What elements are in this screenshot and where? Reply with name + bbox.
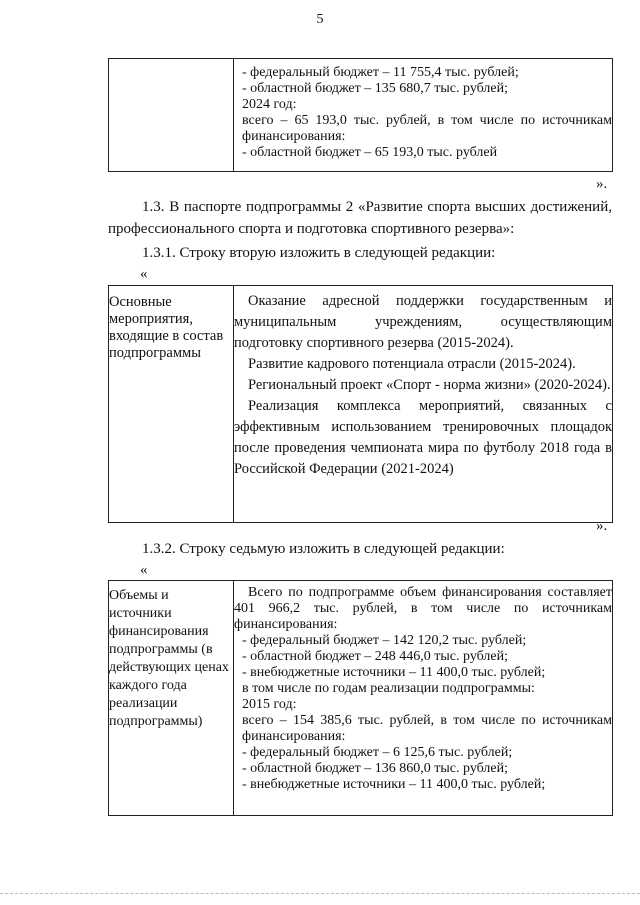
table-value-cell bbox=[234, 59, 613, 172]
table-label-cell bbox=[109, 286, 234, 523]
total-funding-line: Всего по подпрограмме объем финансирования составляет 401 966,2 тыс. рублей, в том числе по источникам финансирования: bbox=[234, 585, 612, 632]
funding-table bbox=[108, 580, 613, 816]
extrabudget-line: - внебюджетные источники – 11 400,0 тыс. рублей; bbox=[242, 777, 546, 792]
regional-budget-line: - областной бюджет – 136 860,0 тыс. рублей; bbox=[242, 761, 508, 776]
table-row bbox=[109, 581, 613, 816]
page-number: 5 bbox=[316, 12, 324, 27]
table-label-cell bbox=[109, 59, 234, 172]
by-year-line: в том числе по годам реализации подпрограммы: bbox=[242, 681, 535, 696]
table-label-cell bbox=[109, 581, 234, 816]
activity-item: Развитие кадрового потенциала отрасли (2015-2024). bbox=[248, 356, 576, 372]
federal-budget-line: - федеральный бюджет – 11 755,4 тыс. рублей; bbox=[242, 65, 519, 80]
funding-continuation-table bbox=[108, 58, 613, 172]
closing-quote: ». bbox=[596, 518, 608, 534]
table-row bbox=[109, 286, 613, 523]
main-activities-table bbox=[108, 285, 613, 523]
extrabudget-line: - внебюджетные источники – 11 400,0 тыс. рублей; bbox=[242, 665, 546, 680]
regional-budget-line: - областной бюджет – 65 193,0 тыс. рублей bbox=[242, 145, 498, 160]
section-1-3-text: 1.3. В паспорте подпрограммы 2 «Развитие спорта высших достижений, профессионального спорта и подготовка спортивного резерва»: bbox=[108, 199, 612, 237]
table-value-cell bbox=[234, 581, 613, 816]
regional-budget-line: - областной бюджет – 248 446,0 тыс. рублей; bbox=[242, 649, 508, 664]
regional-budget-line: - областной бюджет – 135 680,7 тыс. рублей; bbox=[242, 81, 508, 96]
closing-quote: ». bbox=[596, 176, 608, 192]
section-1-3-2-text: 1.3.2. Строку седьмую изложить в следующей редакции: bbox=[142, 541, 505, 557]
year-heading: 2015 год: bbox=[242, 697, 297, 712]
page-bottom-rule bbox=[0, 893, 640, 894]
federal-budget-line: - федеральный бюджет – 142 120,2 тыс. рублей; bbox=[242, 633, 527, 648]
opening-quote: « bbox=[140, 562, 148, 578]
table-row bbox=[109, 59, 613, 172]
federal-budget-line: - федеральный бюджет – 6 125,6 тыс. рублей; bbox=[242, 745, 513, 760]
section-1-3-1 bbox=[108, 242, 612, 264]
main-activities-label: Основные мероприятия, входящие в состав подпрограммы bbox=[109, 294, 224, 361]
year-heading: 2024 год: bbox=[242, 97, 297, 112]
activity-item: Региональный проект «Спорт - норма жизни» (2020-2024). bbox=[248, 377, 611, 393]
activity-item: Реализация комплекса мероприятий, связанных с эффективным использованием тренировочных площадок после проведения чемпионата мира по футболу 2018 года в Российской Федерации (2021-2024) bbox=[234, 398, 612, 477]
table-value-cell bbox=[234, 286, 613, 523]
activity-item: Оказание адресной поддержки государственным и муниципальным учреждениям, осуществляющим подготовку спортивного резерва (2015-2024). bbox=[234, 293, 612, 351]
section-1-3-1-text: 1.3.1. Строку вторую изложить в следующей редакции: bbox=[142, 245, 496, 261]
opening-quote: « bbox=[140, 266, 148, 282]
total-line: всего – 154 385,6 тыс. рублей, в том числе по источникам финансирования: bbox=[242, 713, 612, 744]
total-line: всего – 65 193,0 тыс. рублей, в том числе по источникам финансирования: bbox=[242, 113, 612, 144]
section-1-3-2 bbox=[108, 538, 612, 560]
section-1-3 bbox=[108, 196, 612, 240]
funding-label: Объемы и источники финансирования подпрограммы (в действующих ценах каждого года реализации подпрограммы) bbox=[109, 588, 229, 729]
